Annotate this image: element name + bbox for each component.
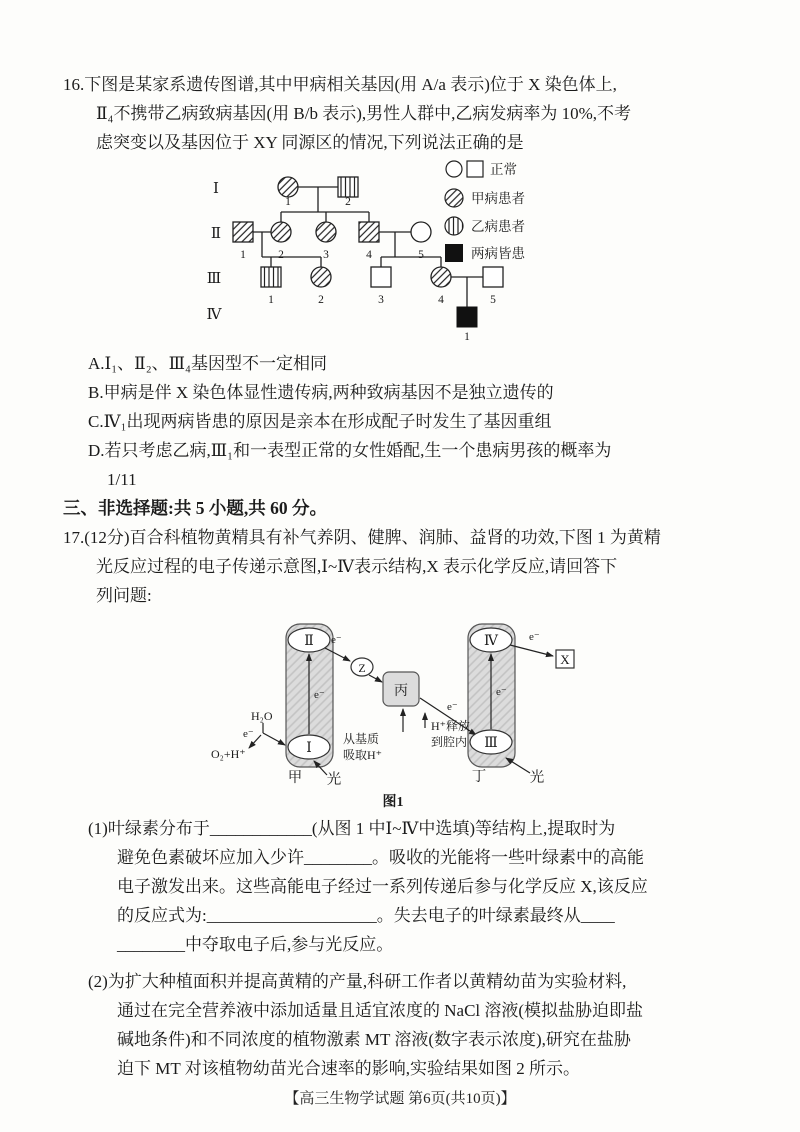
- q16-option-d: D.若只考虑乙病,Ⅲ₁和一表型正常的女性婚配,生一个患病男孩的概率为: [88, 441, 612, 460]
- pedigree-legend: [445, 161, 525, 262]
- generation-label-4: Ⅳ: [206, 307, 222, 323]
- q17-part2: [63, 967, 753, 1083]
- pedigree-i2-male-diseaseB: [338, 177, 358, 197]
- q17-part2-line4: 迫下 MT 对该植物幼苗光合速率的影响,实验结果如图 2 所示。: [117, 1059, 580, 1078]
- legend-normal-label: 正常: [490, 162, 517, 177]
- q17-part1: [63, 814, 753, 959]
- pedigree-number: 1: [285, 196, 291, 208]
- pedigree-number: 2: [278, 249, 284, 261]
- pedigree-number: 1: [268, 294, 274, 306]
- page-footer: 【高三生物学试题 第6页(共10页)】: [284, 1091, 516, 1107]
- structure-II-label: Ⅱ: [304, 634, 314, 649]
- section3-heading: 三、非选择题:共 5 小题,共 60 分。: [63, 498, 327, 518]
- carrier-z-label: Z: [358, 661, 366, 675]
- q16-option-a: A.Ⅰ₁、Ⅱ₂、Ⅲ₄基因型不一定相同: [88, 354, 327, 373]
- structure-I-label: Ⅰ: [306, 741, 312, 756]
- q17-part2-line3: 碱地条件)和不同浓度的植物激素 MT 溶液(数字表示浓度),研究在盐胁: [117, 1030, 631, 1049]
- proton-uptake-label-line2: 吸取H⁺: [343, 748, 383, 762]
- pedigree-number: 5: [490, 294, 496, 306]
- pedigree-iv1-male-both-diseases: [457, 307, 477, 327]
- q17-stem: [63, 523, 753, 610]
- q17-part1-line5: ________中夺取电子后,参与光反应。: [117, 935, 394, 954]
- q16-option-b: B.甲病是伴 X 染色体显性遗传病,两种致病基因不是独立遗传的: [88, 383, 554, 402]
- pedigree-ii1-male-diseaseA: [233, 222, 253, 242]
- q17-part1-line4: 的反应式为:____________________。失去电子的叶绿素最终从____: [117, 906, 615, 925]
- legend-diseaseB-icon: [445, 217, 463, 235]
- structure-III-label: Ⅲ: [484, 736, 498, 751]
- q16-stem: [63, 70, 753, 157]
- pedigree-number: 3: [323, 249, 329, 261]
- light-label: 光: [326, 772, 342, 788]
- generation-label-1: Ⅰ: [213, 181, 219, 197]
- h2o-label: H₂O: [251, 709, 273, 723]
- legend-diseaseA-icon: [445, 189, 463, 207]
- proton-release-label-line1: H⁺释放: [431, 719, 471, 733]
- q17-stem-line2: 光反应过程的电子传递示意图,Ⅰ~Ⅳ表示结构,X 表示化学反应,请回答下: [96, 557, 618, 576]
- q17-part1-line1: (1)叶绿素分布于____________(从图 1 中Ⅰ~Ⅳ中选填)等结构上,提取时为: [88, 819, 616, 838]
- generation-label-2: Ⅱ: [210, 226, 222, 242]
- q17-part2-line2: 通过在完全营养液中添加适量且适宜浓度的 NaCl 溶液(模拟盐胁迫即盐: [117, 1001, 644, 1020]
- pedigree-number: 1: [240, 249, 246, 261]
- q16-option-c: C.Ⅳ₁出现两病皆患的原因是亲本在形成配子时发生了基因重组: [88, 412, 552, 431]
- electron-label: e⁻: [314, 689, 325, 701]
- q16-stem-line3: 虑突变以及基因位于 XY 同源区的情况,下列说法正确的是: [96, 133, 524, 152]
- proton-uptake-label-line1: 从基质: [343, 732, 380, 746]
- legend-diseaseB-label: 乙病患者: [471, 219, 525, 234]
- q17-part2-line1: (2)为扩大种植面积并提高黄精的产量,科研工作者以黄精幼苗为实验材料,: [88, 972, 627, 991]
- proton-release-label-line2: 到腔内: [431, 735, 468, 749]
- pedigree-number: 2: [345, 196, 351, 208]
- electron-label: e⁻: [331, 634, 342, 646]
- legend-both-diseases-icon: [445, 244, 463, 262]
- pedigree-number: 5: [418, 249, 424, 261]
- legend-normal-square-icon: [467, 161, 483, 177]
- pedigree-number: 2: [318, 294, 324, 306]
- pedigree-ii3-female-diseaseA: [316, 222, 336, 242]
- pedigree-iii1-male-diseaseB: [261, 267, 281, 287]
- pedigree-iii4-female-diseaseA: [431, 267, 451, 287]
- generation-label-3: Ⅲ: [206, 271, 222, 287]
- pedigree-i1-female-diseaseA: [278, 177, 298, 197]
- reaction-x-label: X: [560, 652, 570, 667]
- pedigree-number: 3: [378, 294, 384, 306]
- pedigree-iii2-female-diseaseA: [311, 267, 331, 287]
- figure1-caption: 图1: [382, 795, 404, 810]
- electron-label: e⁻: [496, 686, 507, 698]
- pedigree-number: 4: [366, 249, 372, 261]
- o2-h-label: O₂+H⁺: [211, 747, 246, 761]
- legend-normal-circle-icon: [446, 161, 462, 177]
- q16-options: [63, 349, 753, 494]
- complex-jia-label: 甲: [287, 770, 303, 786]
- pedigree-ii5-female-normal: [411, 222, 431, 242]
- legend-both-diseases-label: 两病皆患: [471, 246, 525, 261]
- legend-diseaseA-label: 甲病患者: [471, 191, 525, 206]
- pedigree-ii4-male-diseaseA: [359, 222, 379, 242]
- q17-stem-line3: 列问题:: [96, 586, 152, 605]
- light-label: 光: [529, 770, 545, 786]
- electron-label: e⁻: [529, 631, 540, 643]
- page-content: [63, 70, 753, 1083]
- pedigree-number: 1: [464, 331, 470, 343]
- q17-part1-line3: 电子激发出来。这些高能电子经过一系列传递后参与化学反应 X,该反应: [117, 877, 648, 896]
- structure-IV-label: Ⅳ: [484, 634, 498, 649]
- q16-stem-line1: 16.下图是某家系遗传图谱,其中甲病相关基因(用 A/a 表示)位于 X 染色体上,: [63, 75, 617, 94]
- pedigree-iii5-male-normal: [483, 267, 503, 287]
- carrier-bing-label: 丙: [394, 684, 408, 699]
- q17-part1-line2: 避免色素破坏应加入少许________。吸收的光能将一些叶绿素中的高能: [117, 848, 644, 867]
- pedigree-diagram: [191, 157, 575, 343]
- pedigree-number: 4: [438, 294, 444, 306]
- electron-label: e⁻: [243, 728, 254, 740]
- q16-option-d-fraction: 1/11: [107, 470, 137, 489]
- q16-stem-line2: Ⅱ₄不携带乙病致病基因(用 B/b 表示),男性人群中,乙病发病率为 10%,不考: [96, 104, 632, 123]
- complex-ding-label: 丁: [471, 769, 487, 785]
- pedigree-ii2-female-diseaseA: [271, 222, 291, 242]
- figure1-diagram: [193, 610, 593, 810]
- q17-stem-line1: 17.(12分)百合科植物黄精具有补气养阴、健脾、润肺、益肾的功效,下图 1 为黄精: [63, 528, 661, 547]
- electron-label: e⁻: [447, 701, 458, 713]
- pedigree-iii3-male-normal: [371, 267, 391, 287]
